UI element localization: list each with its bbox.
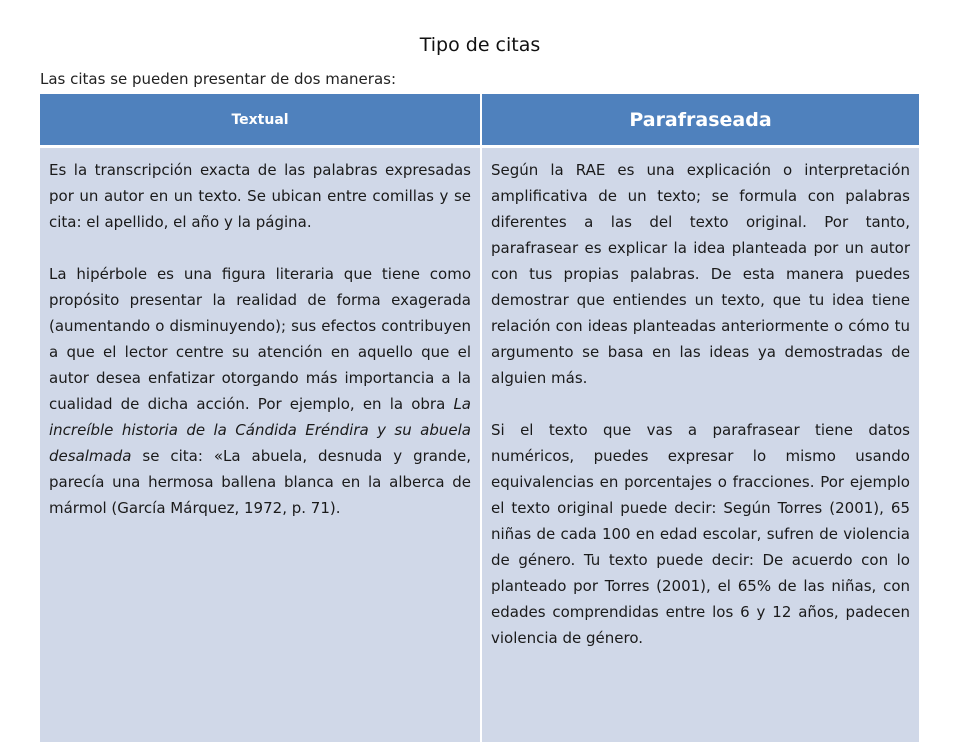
textual-cell	[40, 147, 481, 742]
parafraseada-example: Si el texto que vas a parafrasear tiene datos numéricos, puedes expresar lo mismo usando equivalencias en porcentajes o fracciones. Por ejemplo el texto original puede decir: Según Torres (2001), 65 niñas de cada 100 en edad escolar, sufren de violencia de género. Tu texto puede decir: De acuerdo con lo planteado por Torres (2001), el 65% de las niñas, con edades comprendidas entre los 6 y 12 años, padecen violencia de género.	[491, 421, 910, 647]
textual-definition: Es la transcripción exacta de las palabras expresadas por un autor en un texto. Se ubican entre comillas y se cita: el apellido, el año y la página.	[49, 161, 471, 231]
table-header-row	[40, 94, 919, 147]
book-title: La increíble historia de la Cándida Eréndira y su abuela desalmada	[49, 395, 471, 465]
header-parafraseada: Parafraseada	[481, 94, 919, 147]
intro-text: Las citas se pueden presentar de dos maneras:	[40, 70, 397, 88]
textual-example	[49, 261, 471, 521]
page-title: Tipo de citas	[419, 34, 541, 56]
header-textual: Textual	[40, 94, 481, 147]
parafraseada-cell	[481, 147, 919, 742]
textual-example-intro: La hipérbole es una figura literaria que tiene como propósito presentar la realidad de forma exagerada (aumentando o disminuyendo); sus efectos contribuyen a que el lector centre su atención en aquello que el autor desea enfatizar otorgando más importancia a la cualidad de dicha acción. Por ejemplo, en la obra	[49, 265, 471, 413]
citation-types-table	[40, 94, 919, 742]
textual-example-quote: se cita: «La abuela, desnuda y grande, parecía una hermosa ballena blanca en la alberca de mármol (García Márquez, 1972, p. 71).	[49, 447, 471, 517]
table-row	[40, 147, 919, 742]
parafraseada-definition: Según la RAE es una explicación o interpretación amplificativa de un texto; se formula con palabras diferentes a las del texto original. Por tanto, parafrasear es explicar la idea planteada por un autor con tus propias palabras. De esta manera puedes demostrar que entiendes un texto, que tu idea tiene relación con ideas planteadas anteriormente o cómo tu argumento se basa en las ideas ya demostradas de alguien más.	[491, 161, 910, 387]
